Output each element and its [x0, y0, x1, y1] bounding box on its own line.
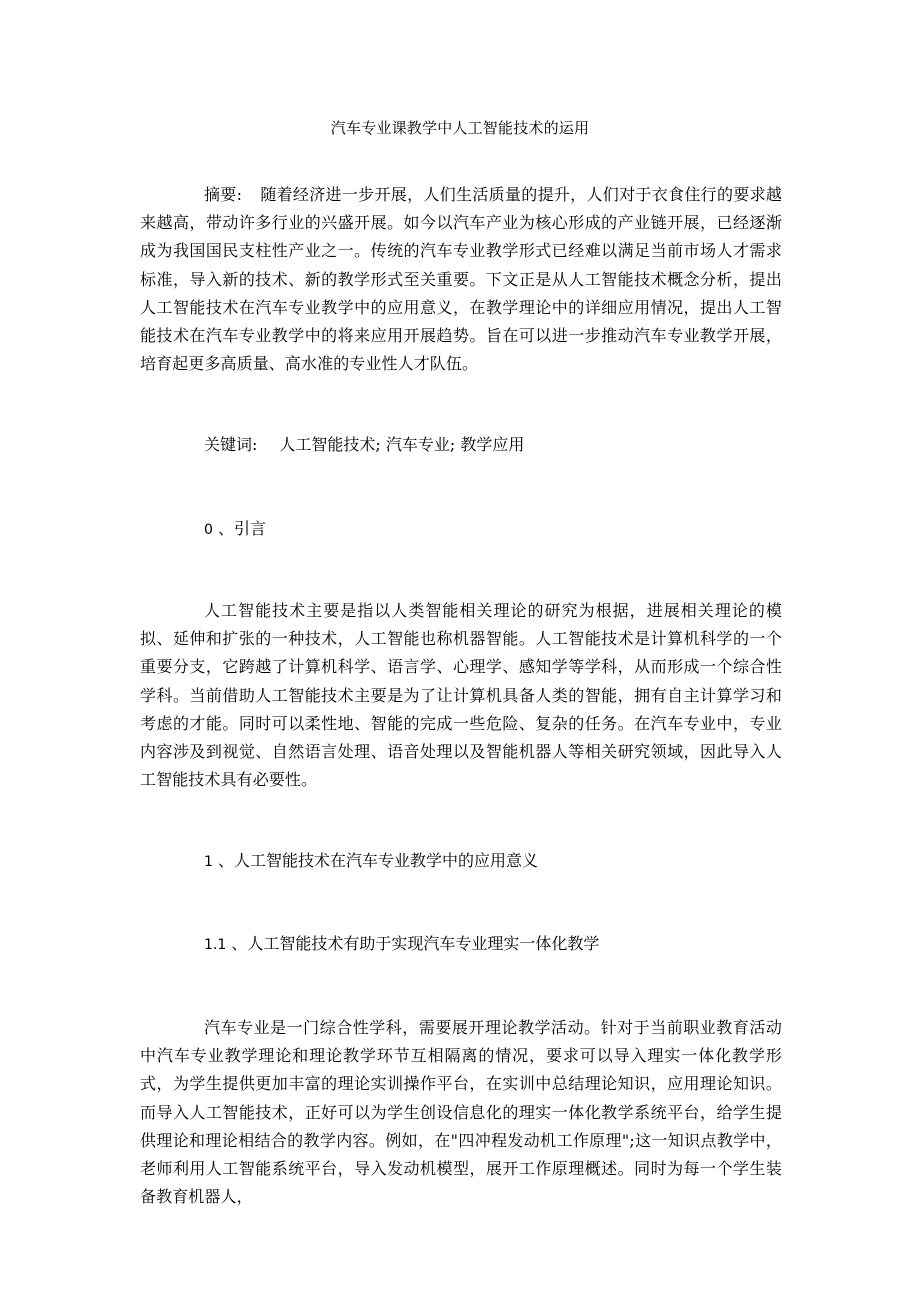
section-1-1-paragraph: 汽车专业是一门综合性学科，需要展开理论教学活动。针对于当前职业教育活动中汽车专业教学理论和理论教学环节互相隔离的情况，要求可以导入理实一体化教学形式，为学生提供更加丰富的理论实训操作平台，在实训中总结理论知识，应用理论知识。而导入人工智能技术，正好可以为学生创设信息化的理实一体化教学系统平台，给学生提供理论和理论相结合的教学内容。例如，在"四冲程发动机工作原理";这一知识点教学中，老师利用人工智能系统平台，导入发动机模型，展开工作原理概述。同时为每一个学生装备教育机器人，	[140, 1018, 782, 1207]
section-number: 1.1	[204, 937, 227, 953]
section-heading-intro	[204, 518, 266, 541]
section-title: 人工智能技术有助于实现汽车专业理实一体化教学	[247, 934, 600, 953]
abstract-paragraph	[140, 181, 782, 378]
keywords-text: 人工智能技术; 汽车专业; 教学应用	[279, 435, 525, 454]
keywords-line	[204, 434, 524, 456]
section-title: 人工智能技术在汽车专业教学中的应用意义	[234, 851, 539, 870]
document-title: 汽车专业课教学中人工智能技术的运用	[330, 119, 590, 137]
section-heading-1	[204, 850, 538, 873]
section-number: 0	[204, 522, 213, 538]
keywords-label: 关键词:	[204, 435, 258, 454]
section-title: 引言	[234, 519, 267, 538]
section-separator: 、	[218, 851, 235, 870]
abstract-text: 随着经济进一步开展，人们生活质量的提升，人们对于衣食住行的要求越来越高，带动许多行业的兴盛开展。如今以汽车产业为核心形成的产业链开展，已经逐渐成为我国国民支柱性产业之一。传统的汽车专业教学形式已经难以满足当前市场人才需求标准，导入新的技术、新的教学形式至关重要。下文正是从人工智能技术概念分析，提出人工智能技术在汽车专业教学中的应用意义，在教学理论中的详细应用情况，提出人工智能技术在汽车专业教学中的将来应用开展趋势。旨在可以进一步推动汽车专业教学开展，培育起更多高质量、高水准的专业性人才队伍。	[140, 185, 782, 374]
section-separator: 、	[231, 934, 248, 953]
section-number: 1	[204, 854, 213, 870]
intro-paragraph: 人工智能技术主要是指以人类智能相关理论的研究为根据，进展相关理论的模拟、延伸和扩张的一种技术，人工智能也称机器智能。人工智能技术是计算机科学的一个重要分支，它跨越了计算机科学、语言学、心理学、感知学等学科，从而形成一个综合性学科。当前借助人工智能技术主要是为了让计算机具备人类的智能，拥有自主计算学习和考虑的才能。同时可以柔性地、智能的完成一些危险、复杂的任务。在汽车专业中，专业内容涉及到视觉、自然语言处理、语音处理以及智能机器人等相关研究领域，因此导入人工智能技术具有必要性。	[140, 601, 782, 790]
abstract-label: 摘要:	[204, 185, 243, 204]
section-separator: 、	[218, 519, 235, 538]
section-heading-1-1	[204, 933, 599, 956]
